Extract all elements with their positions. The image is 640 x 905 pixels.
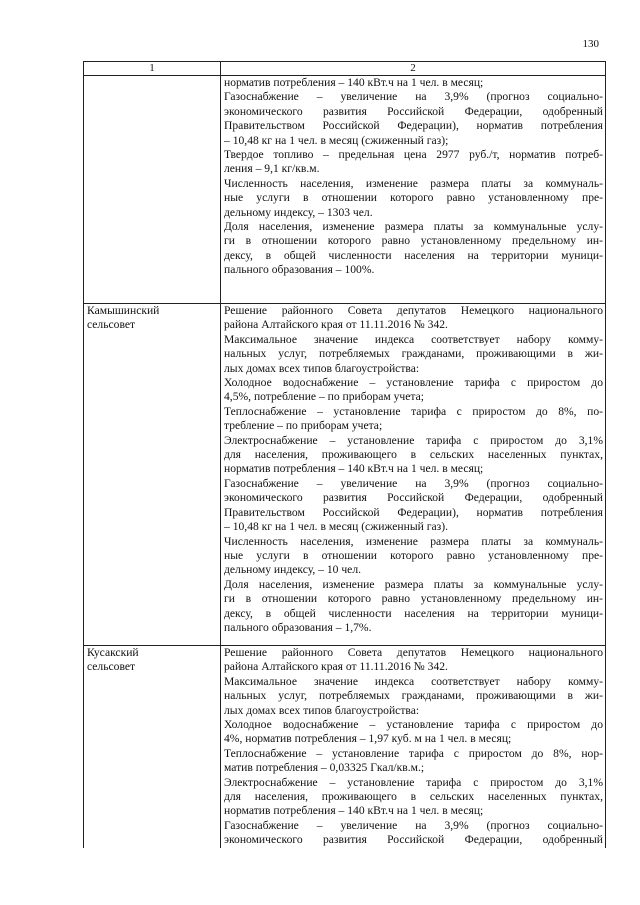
text-line: нальных услуг, потребляемых гражданами, проживающими в жи- xyxy=(224,347,603,361)
text-line: Газоснабжение – увеличение на 3,9% (прогноз социально- xyxy=(224,476,603,490)
text-line: района Алтайского края от 11.11.2016 № 342. xyxy=(224,660,448,674)
text-line: экономического развития Российской Федерации, одобренный xyxy=(224,833,603,847)
table-header-row xyxy=(84,62,606,76)
text-line: дельному индексу, – 10 чел. xyxy=(224,563,362,577)
text-line: лых домах всех типов благоустройства: xyxy=(224,361,420,375)
table-row xyxy=(84,304,606,646)
column-header-1: 1 xyxy=(84,62,221,76)
municipality-cell xyxy=(84,646,221,848)
text-line: Максимальное значение индекса соответствует набору комму- xyxy=(224,674,603,688)
column-header-2: 2 xyxy=(221,62,606,76)
text-line: норматив потребления – 140 кВт.ч на 1 чел. в месяц; xyxy=(224,76,484,89)
text-line: ления – 9,1 кг/кв.м. xyxy=(224,162,320,176)
text-line: лых домах всех типов благоустройства: xyxy=(224,703,420,717)
description-cell xyxy=(221,304,606,646)
text-line: Электроснабжение – установление тарифа с приростом до 3,1% xyxy=(224,775,603,789)
text-line: для населения, проживающего в сельских населенных пунктах, xyxy=(224,448,603,462)
text-line: Правительством Российской Федерации), норматив потребления xyxy=(224,505,603,519)
text-line: требление – по приборам учета; xyxy=(224,419,383,433)
text-line: района Алтайского края от 11.11.2016 № 342. xyxy=(224,318,448,332)
text-line: Численность населения, изменение размера платы за коммуналь- xyxy=(224,534,603,548)
municipality-name-line: сельсовет xyxy=(87,660,136,674)
text-line: Правительством Российской Федерации), норматив потребления xyxy=(224,119,603,133)
text-line: – 10,48 кг на 1 чел. в месяц (сжиженный газ). xyxy=(224,520,448,534)
description-cell xyxy=(221,646,606,848)
text-line: – 10,48 кг на 1 чел. в месяц (сжиженный газ); xyxy=(224,133,449,147)
text-line: дельному индексу, – 1303 чел. xyxy=(224,205,373,219)
municipality-cell xyxy=(84,304,221,646)
text-line: пального образования – 100%. xyxy=(224,263,375,277)
page-number: 130 xyxy=(582,38,599,50)
text-line: Электроснабжение – установление тарифа с приростом до 3,1% xyxy=(224,433,603,447)
text-line: Твердое топливо – предельная цена 2977 руб./т, норматив потреб- xyxy=(224,148,603,162)
text-line: Решение районного Совета депутатов Немецкого национального xyxy=(224,304,603,317)
text-line: норматив потребления – 140 кВт.ч на 1 чел. в месяц; xyxy=(224,804,484,818)
text-line: Теплоснабжение – установление тарифа с приростом до 8%, нор- xyxy=(224,746,603,760)
text-line: Теплоснабжение – установление тарифа с приростом до 8%, по- xyxy=(224,404,603,418)
text-line: Газоснабжение – увеличение на 3,9% (прогноз социально- xyxy=(224,818,603,832)
text-line: дексу, в общей численности населения на территории муници- xyxy=(224,248,603,262)
table-row xyxy=(84,646,606,848)
municipality-name-line: Кусакский xyxy=(87,646,139,659)
municipality-name-line: сельсовет xyxy=(87,318,136,332)
table-row xyxy=(84,76,606,304)
text-line: Решение районного Совета депутатов Немецкого национального xyxy=(224,646,603,659)
text-line: матив потребления – 0,03325 Гкал/кв.м.; xyxy=(224,761,425,775)
description-cell xyxy=(221,76,606,304)
text-line: нальных услуг, потребляемых гражданами, проживающими в жи- xyxy=(224,689,603,703)
text-line: Газоснабжение – увеличение на 3,9% (прогноз социально- xyxy=(224,90,603,104)
text-line: норматив потребления – 140 кВт.ч на 1 чел. в месяц; xyxy=(224,462,484,476)
text-line: ные услуги в отношении которого равно установленному пре- xyxy=(224,191,603,205)
text-line: пального образования – 1,7%. xyxy=(224,620,372,634)
text-line: экономического развития Российской Федерации, одобренный xyxy=(224,491,603,505)
text-line: Доля населения, изменение размера платы за коммунальные услу- xyxy=(224,577,603,591)
text-line: Численность населения, изменение размера платы за коммуналь- xyxy=(224,176,603,190)
text-line: 4%, норматив потребления – 1,97 куб. м на 1 чел. в месяц; xyxy=(224,732,512,746)
text-line: ги в отношении которого равно установленному предельному ин- xyxy=(224,592,603,606)
text-line: экономического развития Российской Федерации, одобренный xyxy=(224,104,603,118)
municipality-name-line: Камышинский xyxy=(87,304,160,317)
text-line: ги в отношении которого равно установленному предельному ин- xyxy=(224,234,603,248)
tariff-table xyxy=(83,61,606,848)
text-line: Холодное водоснабжение – установление тарифа с приростом до xyxy=(224,718,603,732)
text-line: 4,5%, потребление – по приборам учета; xyxy=(224,390,424,404)
text-line: Максимальное значение индекса соответствует набору комму- xyxy=(224,332,603,346)
text-line: дексу, в общей численности населения на территории муници- xyxy=(224,606,603,620)
text-line: Холодное водоснабжение – установление тарифа с приростом до xyxy=(224,376,603,390)
text-line: для населения, проживающего в сельских населенных пунктах, xyxy=(224,790,603,804)
municipality-cell xyxy=(84,76,221,304)
text-line: Доля населения, изменение размера платы за коммунальные услу- xyxy=(224,220,603,234)
text-line: ные услуги в отношении которого равно установленному пре- xyxy=(224,548,603,562)
